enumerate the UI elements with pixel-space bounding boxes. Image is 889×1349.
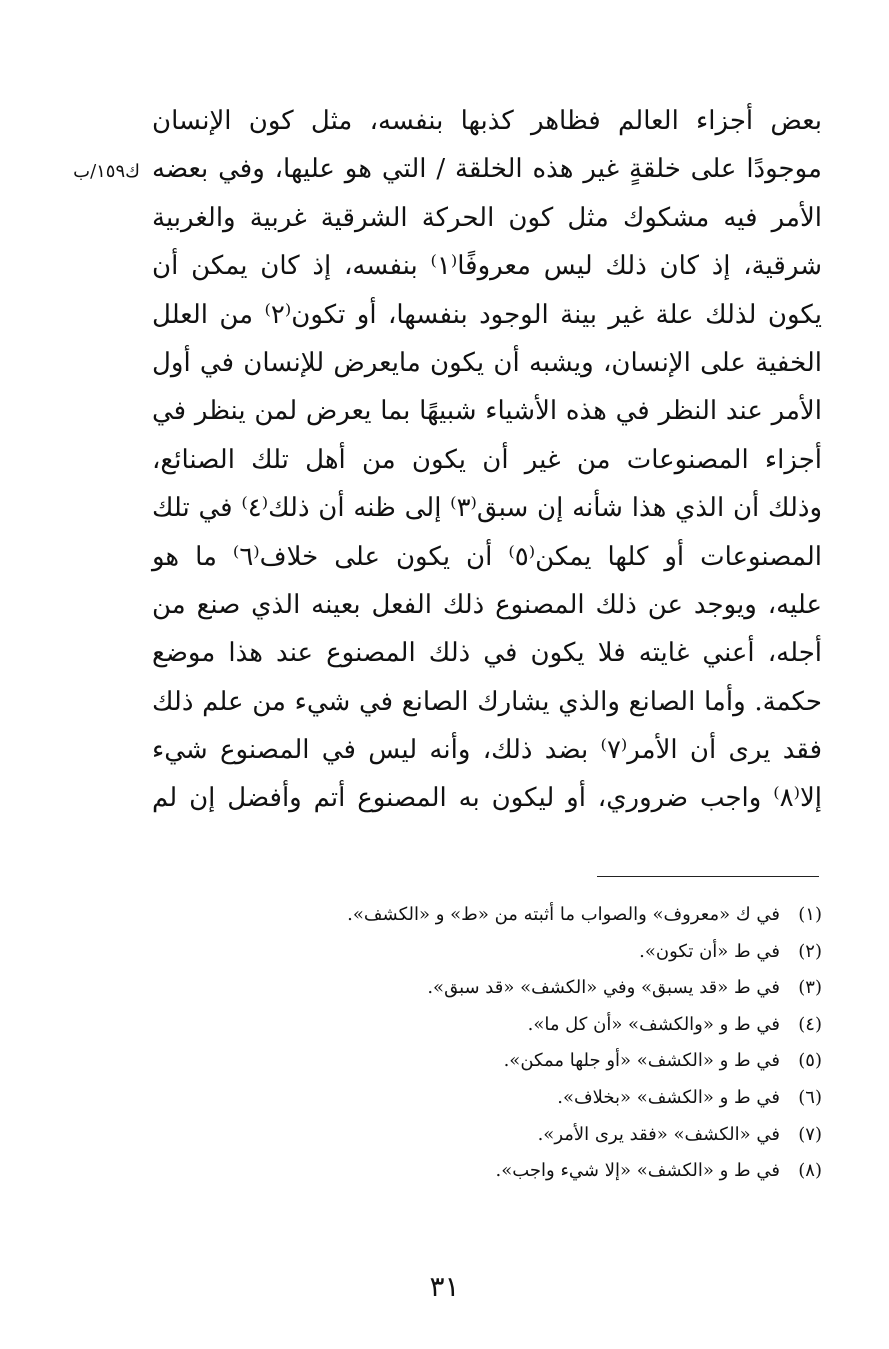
text-line: عليه، ويوجد عن ذلك المصنوع ذلك الفعل بعينه الذي صنع من [152, 589, 822, 620]
footnote-text: في ك «معروف» والصواب ما أثبته من «ط» و «الكشف». [347, 904, 780, 925]
footnotes-list [200, 904, 822, 1197]
footnote-number: (٥) [798, 1050, 822, 1072]
footnote-text: في ط و «والكشف» «أن كل ما». [527, 1013, 780, 1035]
footnote-text: في ط «أن تكون». [639, 940, 780, 962]
footnote-item [200, 977, 822, 1014]
footnote-item [200, 941, 822, 978]
footnote-text: في ط و «الكشف» «أو جلها ممكن». [503, 1050, 780, 1072]
footnote-number: (٢) [798, 940, 822, 962]
footnote-number: (٧) [798, 1123, 822, 1145]
footnote-item [200, 1050, 822, 1087]
text-line: المصنوعات أو كلها يمكن⁽٥⁾ أن يكون على خلاف⁽٦⁾ ما هو [152, 541, 823, 572]
footnote-text: في ط و «الكشف» «إلا شيء واجب». [495, 1160, 780, 1182]
footnote-number: (٨) [798, 1160, 822, 1182]
page-number: ٣١ [429, 1270, 460, 1303]
text-line: إلا⁽٨⁾ واجب ضروري، أو ليكون به المصنوع أتم وأفضل إن لم [152, 783, 822, 814]
footnote-item [200, 1014, 822, 1051]
text-line: يكون لذلك علة غير بينة الوجود بنفسها، أو تكون⁽٢⁾ من العلل [152, 299, 823, 330]
text-line: الأمر فيه مشكوك مثل كون الحركة الشرقية غربية والغربية [152, 202, 822, 233]
footnote-number: (٣) [798, 977, 822, 999]
footnote-item [200, 1087, 822, 1124]
footnote-item [200, 1124, 822, 1161]
footnote-text: في ط و «الكشف» «بخلاف». [557, 1086, 780, 1108]
footnote-number: (١) [798, 904, 822, 925]
text-line: أجله، أعني غايته فلا يكون في ذلك المصنوع عند هذا موضع [152, 638, 822, 669]
footnote-number: (٦) [798, 1086, 822, 1108]
text-line: أجزاء المصنوعات من غير أن يكون من أهل تلك الصنائع، [152, 444, 822, 475]
text-line: شرقية، إذ كان ذلك ليس معروفًا⁽١⁾ بنفسه، إذ كان يمكن أن [152, 251, 822, 282]
text-line: موجودًا على خلقةٍ غير هذه الخلقة / التي هو عليها، وفي بعضه [152, 154, 822, 185]
manuscript-folio-marker: ك١٥٩/ب [73, 161, 140, 182]
text-line: بعض أجزاء العالم فظاهر كذبها بنفسه، مثل كون الإنسان [152, 106, 822, 136]
footnote-text: في «الكشف» «فقد يرى الأمر». [537, 1123, 780, 1145]
text-line: فقد يرى أن الأمر⁽٧⁾ بضد ذلك، وأنه ليس في المصنوع شيء [152, 735, 823, 766]
text-line: الأمر عند النظر في هذه الأشياء شبيهًا بما يعرض لمن ينظر في [152, 396, 822, 427]
text-line: حكمة. وأما الصانع والذي يشارك الصانع في شيء من علم ذلك [152, 686, 822, 717]
footnote-number: (٤) [798, 1013, 822, 1035]
text-line: الخفية على الإنسان، ويشبه أن يكون مايعرض للإنسان في أول [152, 347, 822, 378]
text-line: وذلك أن الذي هذا شأنه إن سبق⁽٣⁾ إلى ظنه أن ذلك⁽٤⁾ في تلك [152, 493, 823, 524]
main-text-block [152, 97, 822, 823]
footnote-item [200, 1160, 822, 1197]
footnote-text: في ط «قد يسبق» وفي «الكشف» «قد سبق». [427, 977, 780, 999]
footnote-item [200, 904, 822, 941]
footnote-divider [597, 876, 819, 877]
